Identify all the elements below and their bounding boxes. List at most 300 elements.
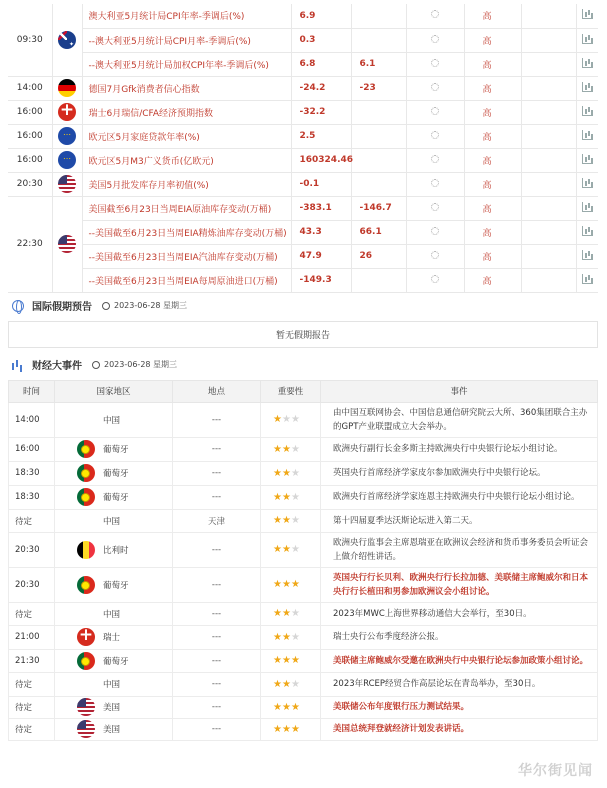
event-country [55, 402, 173, 437]
holiday-section-header [8, 293, 598, 319]
event-location: --- [173, 649, 261, 672]
country-name: 葡萄牙 [103, 656, 129, 667]
country-name: 美国 [103, 703, 121, 713]
indicator-importance: 高 [464, 124, 521, 148]
header-location: 地点 [173, 380, 261, 402]
event-location: --- [173, 602, 261, 625]
country-name: 中国 [103, 516, 121, 527]
holiday-empty-box [8, 321, 598, 348]
header-importance: 重要性 [261, 380, 321, 402]
star-icon: ★ [273, 723, 282, 735]
event-importance-stars [261, 718, 321, 740]
indicator-time: 09:30 [8, 4, 52, 76]
loading-spinner-icon [431, 203, 439, 211]
indicator-interpretation [521, 196, 576, 220]
indicator-interpretation [521, 148, 576, 172]
watermark-logo: 华尔街见闻 [518, 763, 593, 779]
indicator-chart[interactable] [576, 196, 598, 220]
event-description: 瑞士央行公布季度经济公报。 [321, 625, 598, 649]
indicator-previous [406, 268, 464, 292]
loading-spinner-icon [431, 251, 439, 259]
indicator-actual: -383.1 [291, 196, 351, 220]
loading-spinner-icon [431, 83, 439, 91]
indicator-forecast [351, 148, 406, 172]
star-icon: ★ [290, 655, 300, 666]
event-time: 18:30 [9, 461, 55, 485]
star-icon: ★ [281, 544, 291, 555]
star-icon: ★ [290, 544, 300, 555]
event-row[interactable] [9, 625, 598, 649]
chart-icon[interactable] [582, 106, 593, 116]
indicator-actual: 0.3 [291, 28, 351, 52]
indicator-forecast: -23 [351, 76, 406, 100]
star-icon: ★ [281, 579, 291, 590]
event-importance-stars [261, 461, 321, 485]
event-importance-stars [261, 402, 321, 437]
indicator-interpretation [521, 244, 576, 268]
star-icon: ★ [281, 414, 291, 425]
indicator-time: 20:30 [8, 172, 52, 196]
indicator-importance: 高 [464, 28, 521, 52]
indicator-previous [406, 244, 464, 268]
indicator-importance: 高 [464, 268, 521, 292]
country-name: 美国 [103, 725, 121, 735]
us-flag [77, 720, 95, 738]
header-time: 时间 [9, 380, 55, 402]
indicator-previous [406, 148, 464, 172]
star-icon: ★ [281, 678, 291, 690]
indicator-row[interactable] [8, 244, 598, 268]
event-country [55, 437, 173, 461]
loading-spinner-icon [431, 59, 439, 67]
event-row[interactable] [9, 696, 598, 718]
star-icon: ★ [290, 631, 300, 643]
star-icon: ★ [273, 544, 282, 555]
indicator-previous [406, 196, 464, 220]
events-section-header [8, 350, 598, 380]
star-icon: ★ [290, 701, 300, 713]
indicator-name: 德国7月Gfk消费者信心指数 [82, 76, 291, 100]
indicator-importance: 高 [464, 244, 521, 268]
indicator-previous [406, 172, 464, 196]
indicator-previous [406, 4, 464, 28]
loading-spinner-icon [431, 227, 439, 235]
loading-spinner-icon [431, 155, 439, 163]
indicator-importance: 高 [464, 220, 521, 244]
event-time: 21:30 [9, 649, 55, 672]
event-description: 欧洲央行首席经济学家连恩主持欧洲央行中央银行论坛小组讨论。 [321, 485, 598, 509]
indicator-row[interactable] [8, 196, 598, 220]
event-description: 第十四届夏季达沃斯论坛进入第二天。 [321, 509, 598, 532]
country-name: 葡萄牙 [103, 580, 129, 591]
indicator-row[interactable] [8, 52, 598, 76]
star-icon: ★ [281, 467, 291, 479]
star-icon: ★ [290, 467, 300, 479]
event-location: --- [173, 402, 261, 437]
events-date: 2023-06-28 星期三 [92, 359, 177, 370]
star-icon: ★ [281, 701, 291, 713]
event-time: 待定 [9, 509, 55, 532]
event-importance-stars [261, 485, 321, 509]
star-icon: ★ [290, 414, 300, 425]
event-country [55, 625, 173, 649]
indicator-actual: 43.3 [291, 220, 351, 244]
star-icon: ★ [290, 678, 300, 690]
economic-indicators-table [8, 4, 598, 293]
indicator-flag-cell [52, 172, 82, 196]
chart-icon[interactable] [582, 82, 593, 92]
indicator-flag-cell [52, 76, 82, 100]
indicator-row[interactable] [8, 268, 598, 292]
star-icon: ★ [281, 723, 291, 735]
event-importance-stars [261, 602, 321, 625]
event-time: 待定 [9, 696, 55, 718]
event-location: --- [173, 532, 261, 567]
event-location: --- [173, 625, 261, 649]
indicator-flag-cell [52, 4, 82, 76]
eu-flag [58, 151, 76, 169]
event-time: 待定 [9, 672, 55, 696]
event-description: 美国总统拜登就经济计划发表讲话。 [321, 718, 598, 740]
indicator-name: 美国5月批发库存月率初值(%) [82, 172, 291, 196]
indicator-forecast: 6.1 [351, 52, 406, 76]
indicator-previous [406, 220, 464, 244]
chart-icon[interactable] [582, 250, 593, 260]
star-icon: ★ [290, 443, 300, 455]
indicator-interpretation [521, 28, 576, 52]
loading-spinner-icon [431, 131, 439, 139]
indicator-chart[interactable] [576, 244, 598, 268]
event-location: --- [173, 437, 261, 461]
event-importance-stars [261, 567, 321, 602]
indicator-previous [406, 76, 464, 100]
events-title: 财经大事件 [32, 361, 82, 372]
event-description: 美联储主席鲍威尔受邀在欧洲央行中央银行论坛参加政策小组讨论。 [321, 649, 598, 672]
event-time: 18:30 [9, 485, 55, 509]
star-icon: ★ [273, 515, 282, 526]
event-country [55, 649, 173, 672]
star-icon: ★ [273, 678, 282, 690]
indicator-previous [406, 100, 464, 124]
indicator-actual: 160324.46 [291, 148, 351, 172]
event-description: 欧洲央行副行长金多斯主持欧洲央行中央银行论坛小组讨论。 [321, 437, 598, 461]
header-country: 国家地区 [55, 380, 173, 402]
indicator-actual: 6.9 [291, 4, 351, 28]
event-row[interactable] [9, 509, 598, 532]
indicator-row[interactable] [8, 172, 598, 196]
indicator-name: 美国截至6月23日当周EIA原油库存变动(万桶) [82, 196, 291, 220]
chart-icon[interactable] [582, 202, 593, 212]
event-importance-stars [261, 672, 321, 696]
bar-chart-icon [12, 359, 25, 370]
country-name: 瑞士 [103, 633, 121, 643]
event-description: 2023年MWC上海世界移动通信大会举行，至30日。 [321, 602, 598, 625]
event-description: 欧洲央行监事会主席恩瑞亚在欧洲议会经济和货币事务委员会听证会上做介绍性讲话。 [321, 532, 598, 567]
event-location: --- [173, 718, 261, 740]
event-row[interactable] [9, 461, 598, 485]
indicator-actual: -32.2 [291, 100, 351, 124]
event-description: 美联储公布年度银行压力测试结果。 [321, 696, 598, 718]
indicator-actual: -149.3 [291, 268, 351, 292]
indicator-time: 14:00 [8, 76, 52, 100]
indicator-forecast [351, 100, 406, 124]
indicator-importance: 高 [464, 148, 521, 172]
indicator-chart[interactable] [576, 124, 598, 148]
indicator-name: --美国截至6月23日当周EIA精炼油库存变动(万桶) [82, 220, 291, 244]
event-importance-stars [261, 696, 321, 718]
event-country [55, 567, 173, 602]
star-icon: ★ [281, 608, 291, 619]
star-icon: ★ [290, 579, 300, 590]
loading-spinner-icon [431, 35, 439, 43]
star-icon: ★ [281, 443, 291, 455]
event-importance-stars [261, 649, 321, 672]
event-country [55, 672, 173, 696]
event-location: 天津 [173, 509, 261, 532]
country-name: 中国 [103, 609, 121, 620]
indicator-interpretation [521, 76, 576, 100]
star-icon: ★ [273, 631, 282, 643]
indicator-chart[interactable] [576, 172, 598, 196]
indicator-importance: 高 [464, 76, 521, 100]
indicator-forecast: 26 [351, 244, 406, 268]
holiday-date: 2023-06-28 星期三 [102, 300, 187, 311]
loading-spinner-icon [431, 275, 439, 283]
event-row[interactable] [9, 602, 598, 625]
event-description: 英国央行首席经济学家皮尔参加欧洲央行中央银行论坛。 [321, 461, 598, 485]
portugal-flag [77, 652, 95, 670]
event-time: 21:00 [9, 625, 55, 649]
globe-icon [12, 300, 24, 312]
indicator-interpretation [521, 172, 576, 196]
chart-icon[interactable] [582, 154, 593, 164]
event-time: 20:30 [9, 567, 55, 602]
star-icon: ★ [273, 655, 282, 666]
event-description: 2023年RCEP经贸合作高层论坛在青岛举办，至30日。 [321, 672, 598, 696]
event-country [55, 696, 173, 718]
chart-icon[interactable] [582, 34, 593, 44]
country-name: 中国 [103, 680, 121, 690]
switzerland-flag [58, 103, 76, 121]
indicator-chart[interactable] [576, 4, 598, 28]
indicator-interpretation [521, 124, 576, 148]
country-name: 葡萄牙 [103, 469, 129, 479]
indicator-importance: 高 [464, 4, 521, 28]
indicator-importance: 高 [464, 196, 521, 220]
indicator-importance: 高 [464, 52, 521, 76]
loading-spinner-icon [431, 179, 439, 187]
indicator-row[interactable] [8, 4, 598, 28]
indicator-name: 澳大利亚5月统计局CPI年率-季调后(%) [82, 4, 291, 28]
indicator-importance: 高 [464, 172, 521, 196]
chart-icon[interactable] [582, 9, 593, 19]
indicator-name: --澳大利亚5月统计局CPI月率-季调后(%) [82, 28, 291, 52]
event-location: --- [173, 696, 261, 718]
indicator-flag-cell [52, 196, 82, 292]
event-time: 14:00 [9, 402, 55, 437]
clock-icon [92, 361, 100, 369]
chart-icon[interactable] [582, 226, 593, 236]
country-name: 葡萄牙 [103, 445, 129, 455]
indicator-row[interactable] [8, 100, 598, 124]
event-row[interactable] [9, 649, 598, 672]
indicator-forecast [351, 28, 406, 52]
event-description: 由中国互联网协会、中国信息通信研究院云大所、360集团联合主办的GPT产业联盟成立大会举办。 [321, 402, 598, 437]
indicator-actual: -0.1 [291, 172, 351, 196]
indicator-chart[interactable] [576, 100, 598, 124]
country-name: 葡萄牙 [103, 493, 129, 503]
indicator-previous [406, 124, 464, 148]
indicator-interpretation [521, 4, 576, 28]
star-icon: ★ [273, 608, 282, 619]
star-icon: ★ [281, 491, 291, 503]
event-location: --- [173, 672, 261, 696]
star-icon: ★ [273, 579, 282, 590]
indicator-flag-cell [52, 124, 82, 148]
star-icon: ★ [273, 491, 282, 503]
indicator-name: 欧元区5月M3广义货币(亿欧元) [82, 148, 291, 172]
portugal-flag [77, 440, 95, 458]
star-icon: ★ [290, 491, 300, 503]
chart-icon[interactable] [582, 130, 593, 140]
indicator-row[interactable] [8, 148, 598, 172]
indicator-time: 22:30 [8, 196, 52, 292]
indicator-chart[interactable] [576, 52, 598, 76]
indicator-chart[interactable] [576, 28, 598, 52]
us-flag [58, 235, 76, 253]
event-row[interactable] [9, 437, 598, 461]
indicator-name: 瑞士6月瑞信/CFA经济预期指数 [82, 100, 291, 124]
holiday-empty-text: 暂无假期报告 [275, 330, 330, 341]
event-location: --- [173, 567, 261, 602]
indicator-row[interactable] [8, 28, 598, 52]
event-row[interactable] [9, 402, 598, 437]
country-name: 比利时 [103, 545, 129, 556]
clock-icon [102, 302, 110, 310]
star-icon: ★ [281, 655, 291, 666]
indicator-flag-cell [52, 100, 82, 124]
indicator-time: 16:00 [8, 124, 52, 148]
indicator-interpretation [521, 52, 576, 76]
us-flag [58, 175, 76, 193]
events-header-row [9, 380, 598, 402]
indicator-previous [406, 28, 464, 52]
events-table [8, 380, 598, 741]
event-country [55, 602, 173, 625]
indicator-actual: 47.9 [291, 244, 351, 268]
indicator-previous [406, 52, 464, 76]
event-country [55, 509, 173, 532]
event-importance-stars [261, 437, 321, 461]
event-time: 待定 [9, 718, 55, 740]
event-row[interactable] [9, 672, 598, 696]
indicator-forecast [351, 124, 406, 148]
event-country [55, 485, 173, 509]
loading-spinner-icon [431, 107, 439, 115]
loading-spinner-icon [431, 10, 439, 18]
calendar-page [8, 4, 598, 741]
indicator-name: 欧元区5月家庭贷款年率(%) [82, 124, 291, 148]
indicator-name: --美国截至6月23日当周EIA每周原油进口(万桶) [82, 268, 291, 292]
indicator-forecast [351, 268, 406, 292]
indicator-name: --澳大利亚5月统计局加权CPI年率-季调后(%) [82, 52, 291, 76]
indicator-chart[interactable] [576, 268, 598, 292]
event-country [55, 532, 173, 567]
event-description: 英国央行行长贝利、欧洲央行行长拉加德、美联储主席鲍威尔和日本央行行长植田和男参加欧洲议会小组讨论。 [321, 567, 598, 602]
event-importance-stars [261, 625, 321, 649]
event-time: 待定 [9, 602, 55, 625]
indicator-forecast [351, 172, 406, 196]
indicator-importance: 高 [464, 100, 521, 124]
event-row[interactable] [9, 567, 598, 602]
event-row[interactable] [9, 485, 598, 509]
chart-icon[interactable] [582, 58, 593, 68]
event-time: 20:30 [9, 532, 55, 567]
indicator-actual: 2.5 [291, 124, 351, 148]
event-country [55, 718, 173, 740]
holiday-title: 国际假期预告 [32, 302, 92, 313]
star-icon: ★ [290, 608, 300, 619]
indicator-forecast: 66.1 [351, 220, 406, 244]
indicator-time: 16:00 [8, 148, 52, 172]
portugal-flag [77, 576, 95, 594]
event-country [55, 461, 173, 485]
indicator-chart[interactable] [576, 76, 598, 100]
portugal-flag [77, 488, 95, 506]
germany-flag [58, 79, 76, 97]
star-icon: ★ [273, 701, 282, 713]
star-icon: ★ [281, 631, 291, 643]
event-location: --- [173, 461, 261, 485]
indicator-row[interactable] [8, 124, 598, 148]
star-icon: ★ [281, 515, 291, 526]
belgium-flag [77, 541, 95, 559]
indicator-flag-cell [52, 148, 82, 172]
country-name: 中国 [103, 415, 121, 426]
event-row[interactable] [9, 532, 598, 567]
event-row[interactable] [9, 718, 598, 740]
event-time: 16:00 [9, 437, 55, 461]
us-flag [77, 698, 95, 716]
indicator-interpretation [521, 100, 576, 124]
indicator-row[interactable] [8, 220, 598, 244]
indicator-forecast [351, 4, 406, 28]
star-icon: ★ [273, 467, 282, 479]
event-location: --- [173, 485, 261, 509]
star-icon: ★ [290, 515, 300, 526]
indicator-name: --美国截至6月23日当周EIA汽油库存变动(万桶) [82, 244, 291, 268]
chart-icon[interactable] [582, 178, 593, 188]
event-importance-stars [261, 532, 321, 567]
header-event: 事件 [321, 380, 598, 402]
indicator-actual: 6.8 [291, 52, 351, 76]
event-importance-stars [261, 509, 321, 532]
indicator-interpretation [521, 220, 576, 244]
indicator-interpretation [521, 268, 576, 292]
star-icon: ★ [273, 414, 282, 425]
indicator-actual: -24.2 [291, 76, 351, 100]
star-icon: ★ [273, 443, 282, 455]
star-icon: ★ [290, 723, 300, 735]
indicator-chart[interactable] [576, 148, 598, 172]
indicator-chart[interactable] [576, 220, 598, 244]
australia-flag [58, 31, 76, 49]
chart-icon[interactable] [582, 274, 593, 284]
eu-flag [58, 127, 76, 145]
indicator-row[interactable] [8, 76, 598, 100]
indicator-time: 16:00 [8, 100, 52, 124]
indicator-forecast: -146.7 [351, 196, 406, 220]
